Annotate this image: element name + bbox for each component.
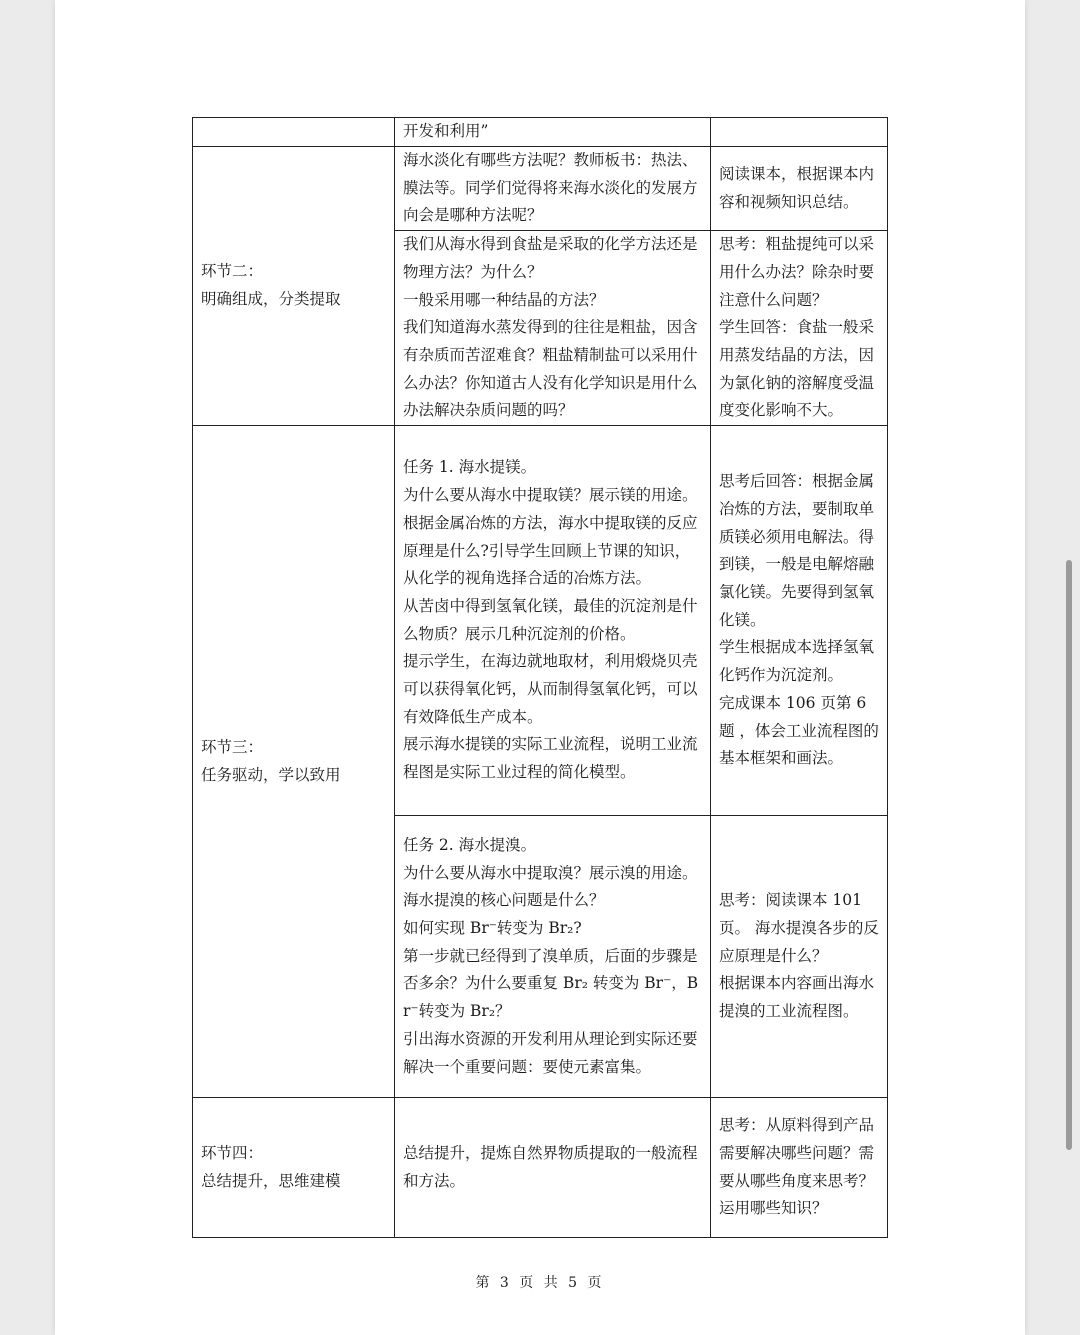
content-paragraph: 我们知道海水蒸发得到的往往是粗盐，因含有杂质而苦涩难食？粗盐精制盐可以采用什么办法？你知道古人没有化学知识是用什么办法解决杂质问题的吗？ — [403, 318, 698, 420]
content-paragraph: 海水淡化有哪些方法呢？教师板书：热法、膜法等。同学们觉得将来海水淡化的发展方向会是哪种方法呢？ — [403, 151, 698, 225]
table-row — [193, 1098, 888, 1238]
table-row — [193, 426, 888, 816]
scrollbar[interactable] — [1066, 560, 1072, 1150]
content-cell — [395, 118, 711, 147]
student-paragraph: 学生回答：食盐一般采用蒸发结晶的方法，因为氯化钠的溶解度受温度变化影响不大。 — [719, 318, 875, 420]
table-row — [193, 118, 888, 147]
page-number-footer: 第 3 页 共 5 页 — [475, 1275, 605, 1291]
content-paragraph: 从苦卤中得到氢氧化镁，最佳的沉淀剂是什么物质？展示几种沉淀剂的价格。 — [403, 596, 698, 643]
content-paragraph: 任务 2. 海水提溴。 — [403, 835, 537, 854]
stage-paragraph: 环节四： — [201, 1143, 264, 1162]
student-cell — [711, 231, 888, 426]
student-paragraph: 根据课本内容画出海水提溴的工业流程图。 — [719, 974, 875, 1021]
content-paragraph: 第一步就已经得到了溴单质，后面的步骤是否多余？为什么要重复 Br₂ 转变为 Br⁻，Br⁻转变为 Br₂？ — [403, 946, 699, 1021]
lesson-plan-table — [192, 117, 888, 1238]
stage-cell-3 — [193, 426, 395, 1098]
content-paragraph: 开发和利用” — [403, 122, 489, 141]
stage-paragraph: 明确组成，分类提取 — [201, 290, 341, 309]
content-cell — [395, 147, 711, 231]
content-paragraph: 根据金属冶炼的方法，海水中提取镁的反应原理是什么?引导学生回顾上节课的知识，从化学的视角选择合适的冶炼方法。 — [403, 513, 698, 588]
content-paragraph: 总结提升，提炼自然界物质提取的一般流程和方法。 — [403, 1143, 698, 1190]
content-cell — [395, 426, 711, 816]
stage-cell — [193, 118, 395, 147]
stage-paragraph: 环节二： — [201, 262, 264, 281]
student-paragraph: 学生根据成本选择氢氧化钙作为沉淀剂。 — [719, 638, 875, 685]
stage-paragraph: 环节三： — [201, 737, 264, 756]
content-paragraph: 引出海水资源的开发利用从理论到实际还要解决一个重要问题：要使元素富集。 — [403, 1029, 698, 1076]
stage-cell-4 — [193, 1098, 395, 1238]
content-cell — [395, 1098, 711, 1238]
stage-paragraph: 任务驱动，学以致用 — [201, 765, 341, 784]
content-paragraph: 我们从海水得到食盐是采取的化学方法还是物理方法？为什么？ — [403, 235, 698, 281]
student-cell — [711, 1098, 888, 1238]
student-cell — [711, 147, 888, 231]
document-page — [55, 0, 1025, 1335]
content-paragraph: 为什么要从海水中提取溴？展示溴的用途。 — [403, 863, 698, 882]
student-cell — [711, 816, 888, 1098]
content-paragraph: 一般采用哪一种结晶的方法？ — [403, 290, 605, 309]
student-paragraph: 思考：粗盐提纯可以采用什么办法？除杂时要注意什么问题？ — [719, 235, 875, 309]
content-paragraph: 任务 1. 海水提镁。 — [403, 458, 537, 477]
student-paragraph: 思考：阅读课本 101 页。 海水提溴各步的反应原理是什么？ — [719, 891, 879, 965]
student-cell — [711, 118, 888, 147]
content-paragraph: 提示学生，在海边就地取材，利用煅烧贝壳可以获得氧化钙，从而制得氢氧化钙，可以有效降低生产成本。 — [403, 652, 698, 726]
student-paragraph: 思考后回答：根据金属冶炼的方法，要制取单质镁必须用电解法。得到镁，一般是电解熔融氯化镁。先要得到氢氧化镁。 — [719, 472, 875, 629]
content-cell — [395, 816, 711, 1098]
student-cell — [711, 426, 888, 816]
content-cell — [395, 231, 711, 426]
stage-paragraph: 总结提升，思维建模 — [201, 1171, 341, 1190]
content-paragraph: 海水提溴的核心问题是什么？ — [403, 891, 605, 910]
table-row — [193, 147, 888, 231]
content-paragraph: 如何实现 Br⁻转变为 Br₂? — [403, 919, 582, 938]
student-paragraph: 阅读课本，根据课本内容和视频知识总结。 — [719, 164, 875, 211]
student-paragraph: 思考：从原料得到产品需要解决哪些问题？需要从哪些角度来思考？运用哪些知识？ — [719, 1116, 875, 1218]
content-paragraph: 展示海水提镁的实际工业流程，说明工业流程图是实际工业过程的简化模型。 — [403, 735, 698, 782]
student-paragraph: 完成课本 106 页第 6 题 ，体会工业流程图的基本框架和画法。 — [719, 693, 879, 768]
content-paragraph: 为什么要从海水中提取镁？展示镁的用途。 — [403, 486, 698, 505]
stage-cell-2 — [193, 147, 395, 426]
